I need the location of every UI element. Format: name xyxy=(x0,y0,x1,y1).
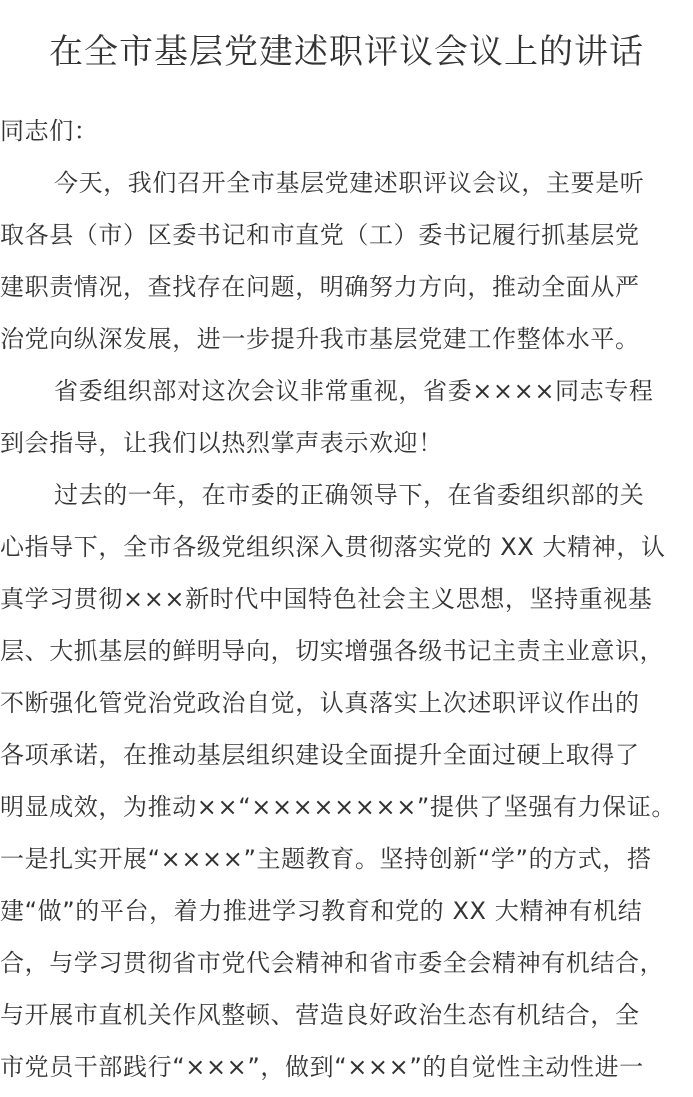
text-line: 与开展市直机关作风整顿、营造良好政治生态有机结合，全 xyxy=(0,1001,640,1029)
text-line: 治党向纵深发展，进一步提升我市基层党建工作整体水平。 xyxy=(0,325,640,353)
text-line: 建职责情况，查找存在问题，明确努力方向，推动全面从严 xyxy=(0,273,640,301)
text-line: 合，与学习贯彻省市党代会精神和省市委全会精神有机结合， xyxy=(0,949,665,977)
text-line: 建“做”的平台，着力推进学习教育和党的 XX 大精神有机结 xyxy=(0,897,643,925)
text-line: 省委组织部对这次会议非常重视，省委××××同志专程 xyxy=(54,377,654,405)
text-line: 到会指导，让我们以热烈掌声表示欢迎！ xyxy=(0,429,443,457)
text-line: 市党员干部践行“×××”，做到“×××”的自觉性主动性进一 xyxy=(0,1053,644,1081)
text-line: 过去的一年，在市委的正确领导下，在省委组织部的关 xyxy=(54,481,645,509)
text-line: 不断强化管党治党政治自觉，认真落实上次述职评议作出的 xyxy=(0,689,640,717)
text-line: 今天，我们召开全市基层党建述职评议会议，主要是听 xyxy=(54,169,645,197)
text-line: 取各县（市）区委书记和市直党（工）委书记履行抓基层党 xyxy=(0,221,640,249)
text-line: 层、大抓基层的鲜明导向，切实增强各级书记主责主业意识， xyxy=(0,637,665,665)
document-title: 在全市基层党建述职评议会议上的讲话 xyxy=(49,32,644,72)
text-line: 明显成效，为推动××“××××××××”提供了坚强有力保证。 xyxy=(0,793,676,821)
text-line: 真学习贯彻×××新时代中国特色社会主义思想，坚持重视基 xyxy=(0,585,653,613)
text-line: 心指导下，全市各级党组织深入贯彻落实党的 XX 大精神，认 xyxy=(0,533,666,561)
text-line: 各项承诺，在推动基层组织建设全面提升全面过硬上取得了 xyxy=(0,741,640,769)
text-line: 一是扎实开展“××××”主题教育。坚持创新“学”的方式，搭 xyxy=(0,845,652,873)
text-line: 同志们： xyxy=(0,117,99,145)
